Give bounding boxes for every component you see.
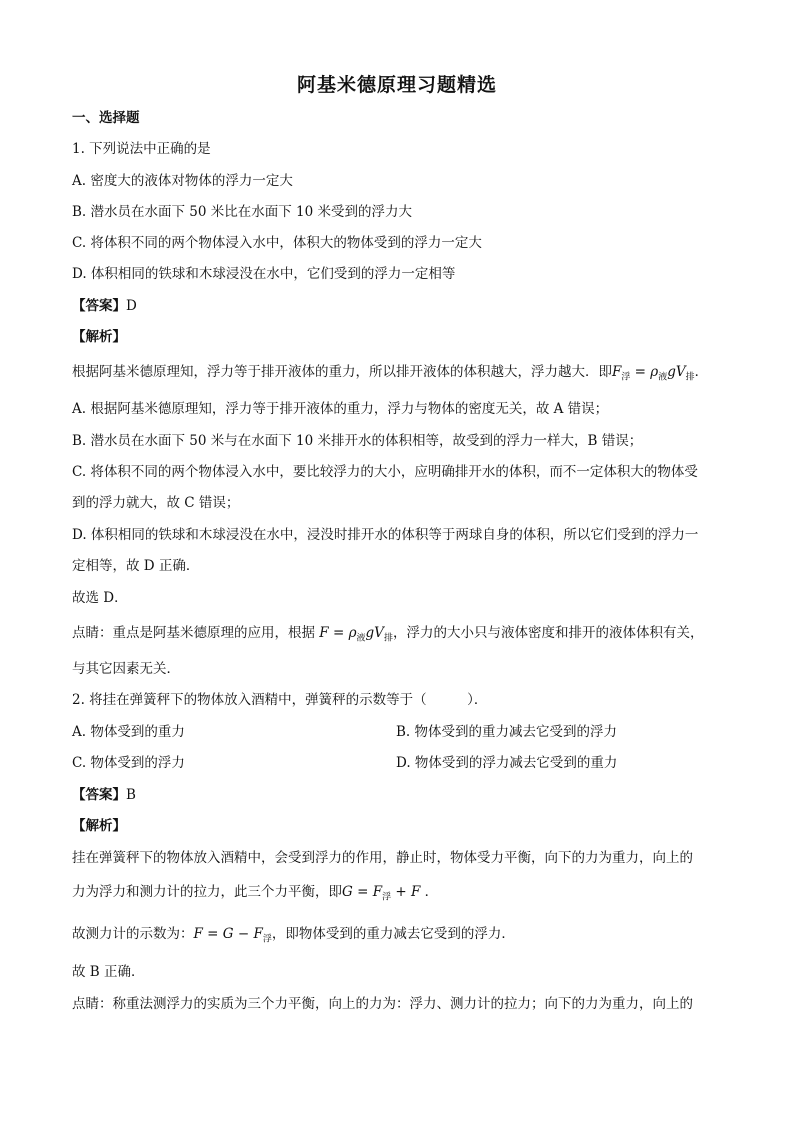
q1-analysis-intro: 根据阿基米德原理知，浮力等于排开液体的重力，所以排开液体的体积越大，浮力越大．即$F_浮 = \rho_液gV_排$． [72, 364, 709, 383]
formula-reading: $F = G - F_浮$ [193, 926, 272, 945]
q2-analysis-line1: 挂在弹簧秤下的物体放入酒精中，会受到浮力的作用，静止时，物体受力平衡，向下的力为重力，向上的 [72, 850, 693, 866]
q1-answer [72, 296, 724, 316]
formula-note: $F = \rho_液gV_排$ [319, 625, 393, 644]
q1-note: 点睛：重点是阿基米德原理的应用，根据 $F = \rho_液gV_排$，浮力的大小只与液体密度和排开的液体体积有关， [72, 625, 704, 644]
q2-answer [72, 785, 724, 805]
q1-option-b: B. 潜水员在水面下 50 米比在水面下 10 米受到的浮力大 [72, 204, 413, 220]
q1-analysis-tag [72, 327, 724, 347]
q2-analysis-line2: 力为浮力和测力计的拉力，此三个力平衡，即$G = F_浮 + F$ ． [72, 884, 439, 903]
q2-option-b: B. 物体受到的重力减去它受到的浮力 [396, 724, 618, 740]
q2-option-d: D. 物体受到的浮力减去它受到的重力 [396, 755, 618, 771]
answer-value: D [126, 298, 137, 314]
q1-analysis-d1: D. 体积相同的铁球和木球浸没在水中，浸没时排开水的体积等于两球自身的体积，所以它们受到的浮力一 [72, 527, 699, 543]
document-title: 阿基米德原理习题精选 [296, 74, 497, 96]
q2-option-a: A. 物体受到的重力 [72, 724, 185, 740]
analysis-tag: 【解析】 [72, 818, 126, 834]
analysis-intro-text: 根据阿基米德原理知，浮力等于排开液体的重力，所以排开液体的体积越大，浮力越大．即 [72, 364, 612, 380]
q2-stem: 2. 将挂在弹簧秤下的物体放入酒精中，弹簧秤的示数等于（ ）． [72, 692, 488, 708]
formula-force-balance: $G = F_浮 + F$ [342, 884, 421, 903]
analysis-tag: 【解析】 [72, 329, 126, 345]
q2-analysis-tag [72, 816, 724, 836]
q1-analysis-d2: 定相等，故 D 正确． [72, 558, 200, 574]
q1-option-d: D. 体积相同的铁球和木球浸没在水中，它们受到的浮力一定相等 [72, 266, 456, 282]
q2-reading: 故测力计的示数为：$F = G - F_浮$，即物体受到的重力减去它受到的浮力． [72, 926, 515, 945]
q1-stem: 1. 下列说法中正确的是 [72, 141, 211, 157]
q1-analysis-a: A. 根据阿基米德原理知，浮力等于排开液体的重力，浮力与物体的密度无关，故 A 错误； [72, 401, 609, 417]
q1-option-a: A. 密度大的液体对物体的浮力一定大 [72, 173, 293, 189]
q2-option-c: C. 物体受到的浮力 [72, 755, 185, 771]
q1-analysis-b: B. 潜水员在水面下 50 米与在水面下 10 米排开水的体积相等，故受到的浮力一样大，B 错误； [72, 433, 643, 449]
q1-conclusion: 故选 D． [72, 590, 128, 606]
answer-tag: 【答案】 [72, 298, 126, 314]
q2-note: 点睛：称重法测浮力的实质为三个力平衡，向上的力为：浮力、测力计的拉力；向下的力为重力，向上的 [72, 996, 693, 1012]
q2-conclusion: 故 B 正确． [72, 964, 145, 980]
q1-option-c: C. 将体积不同的两个物体浸入水中，体积大的物体受到的浮力一定大 [72, 235, 482, 251]
formula-buoyancy: $F_浮 = \rho_液gV_排$ [612, 364, 695, 383]
section-heading: 一、选择题 [72, 110, 140, 126]
q1-analysis-c2: 到的浮力就大，故 C 错误； [72, 495, 240, 511]
q1-note-line2: 与其它因素无关． [72, 661, 180, 677]
q1-analysis-c1: C. 将体积不同的两个物体浸入水中，要比较浮力的大小，应明确排开水的体积，而不一定体积大的物体受 [72, 464, 698, 480]
answer-value: B [126, 787, 136, 803]
answer-tag: 【答案】 [72, 787, 126, 803]
